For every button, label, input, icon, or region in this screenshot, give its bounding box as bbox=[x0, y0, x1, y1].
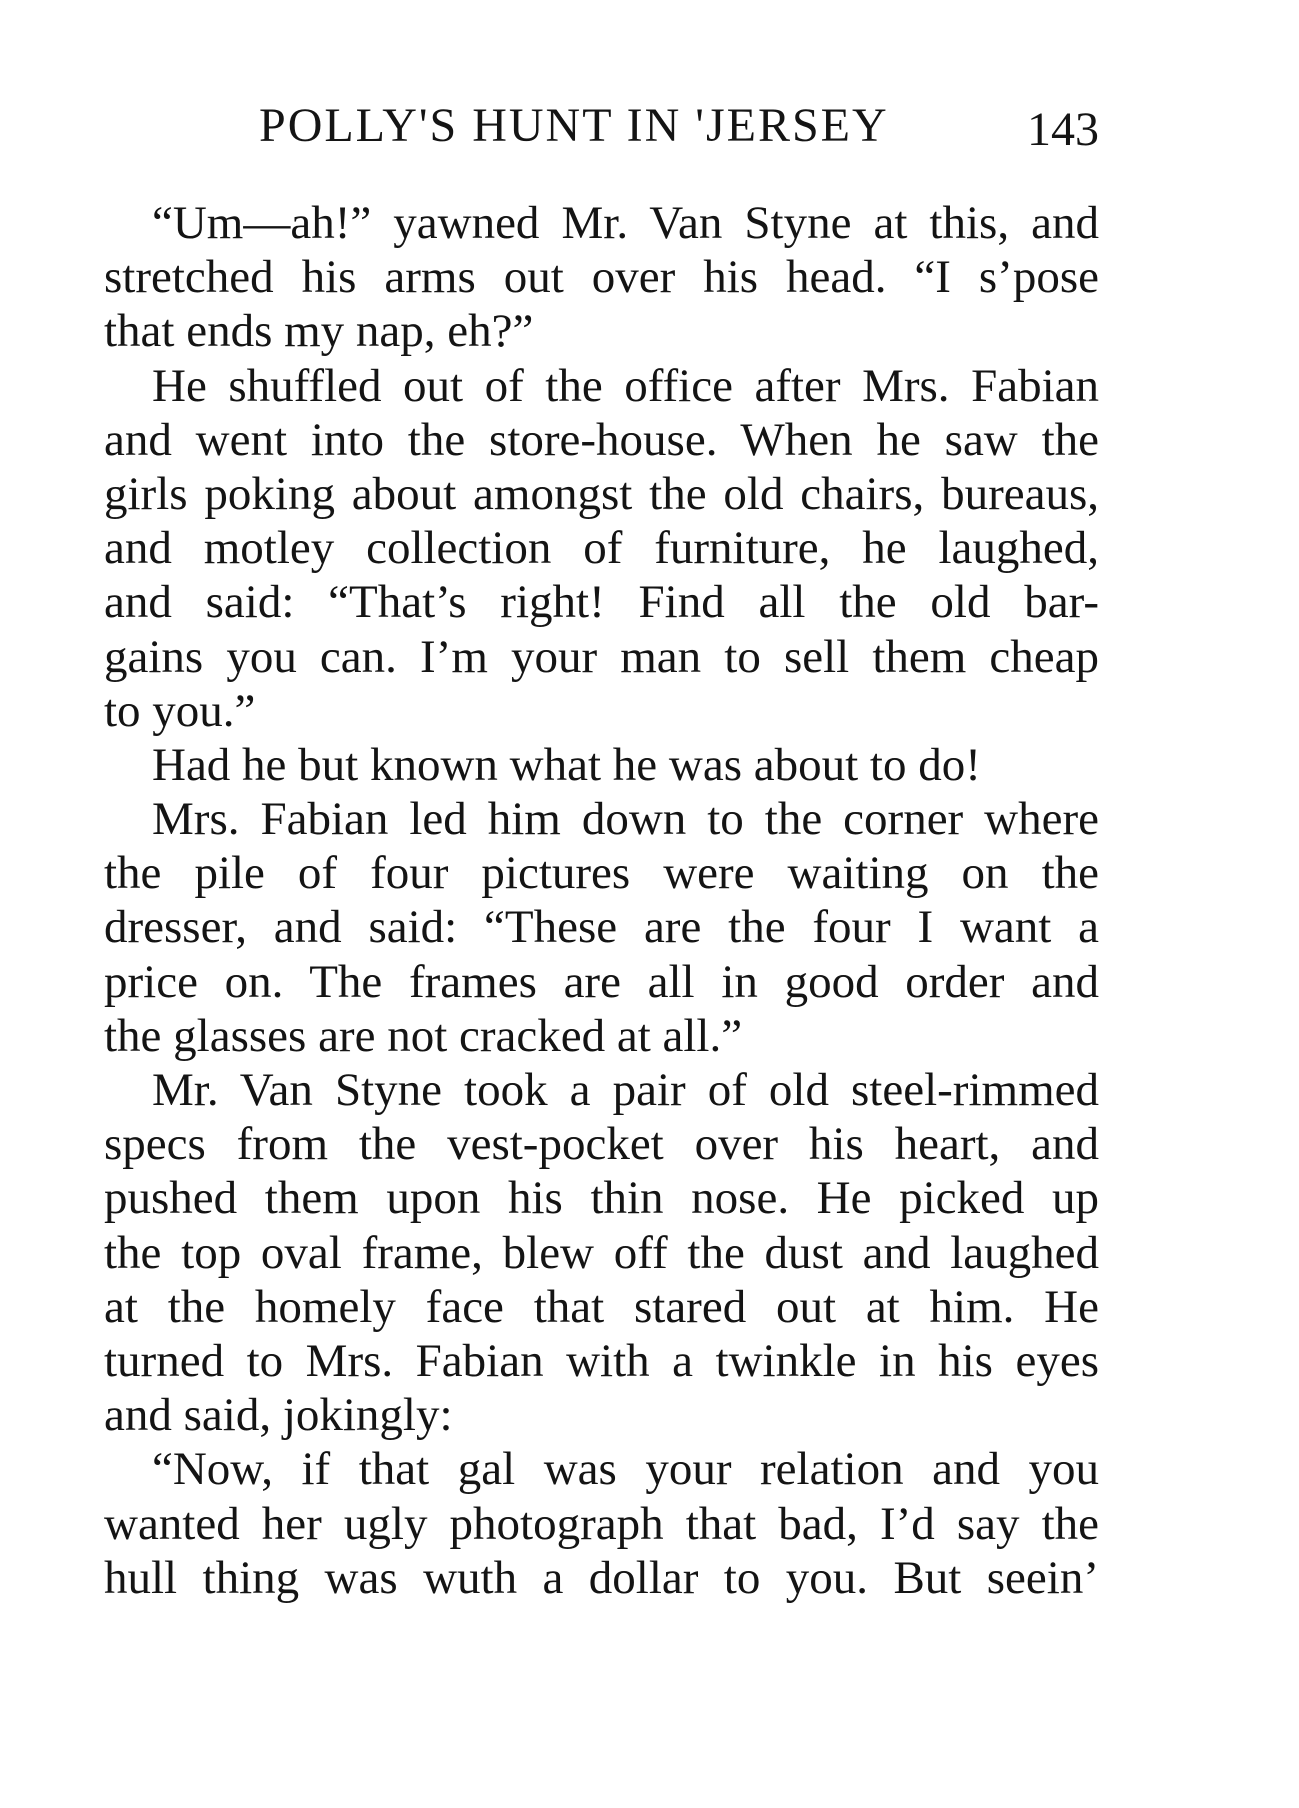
text-line: the top oval frame, blew off the dust and laughed bbox=[104, 1226, 1099, 1279]
text-line: price on. The frames are all in good order and bbox=[104, 955, 1099, 1008]
text-line: and motley collection of furniture, he laughed, bbox=[104, 522, 1099, 575]
text-line: dresser, and said: “These are the four I want a bbox=[104, 901, 1099, 954]
text-line: the pile of four pictures were waiting on the bbox=[104, 847, 1099, 900]
text-line: Mrs. Fabian led him down to the corner where bbox=[152, 793, 1099, 846]
text-line: “Um—ah!” yawned Mr. Van Styne at this, and bbox=[152, 197, 1099, 249]
body-text bbox=[104, 196, 1099, 1605]
text-line: specs from the vest-pocket over his heart, and bbox=[104, 1118, 1099, 1171]
page-number: 143 bbox=[1027, 103, 1099, 156]
running-title: POLLY'S HUNT IN 'JERSEY bbox=[259, 99, 889, 152]
text-line: “Now, if that gal was your relation and you bbox=[152, 1443, 1099, 1496]
text-line: the glasses are not cracked at all.” bbox=[104, 1009, 743, 1062]
text-line: and said: “That’s right! Find all the old bar- bbox=[104, 576, 1099, 629]
text-line: Mr. Van Styne took a pair of old steel-rimmed bbox=[152, 1064, 1099, 1116]
running-head bbox=[104, 96, 1099, 156]
text-line: girls poking about amongst the old chairs, bureaus, bbox=[104, 467, 1099, 520]
text-line: Had he but known what he was about to do! bbox=[152, 738, 981, 791]
text-line: and went into the store-house. When he saw the bbox=[104, 413, 1099, 466]
text-line: gains you can. I’m your man to sell them cheap bbox=[104, 630, 1099, 683]
text-line: to you.” bbox=[104, 684, 256, 737]
text-line: pushed them upon his thin nose. He picked up bbox=[104, 1172, 1099, 1225]
text-line: turned to Mrs. Fabian with a twinkle in his eyes bbox=[104, 1334, 1099, 1387]
text-line: wanted her ugly photograph that bad, I’d say the bbox=[104, 1497, 1099, 1550]
text-line: at the homely face that stared out at him. He bbox=[104, 1280, 1099, 1333]
text-line: stretched his arms out over his head. “I s’pose bbox=[104, 251, 1099, 304]
text-line: hull thing was wuth a dollar to you. But seein’ bbox=[104, 1551, 1099, 1604]
text-line: He shuffled out of the office after Mrs. Fabian bbox=[152, 359, 1099, 412]
text-line: that ends my nap, eh?” bbox=[104, 305, 534, 358]
text-line: and said, jokingly: bbox=[104, 1389, 453, 1442]
